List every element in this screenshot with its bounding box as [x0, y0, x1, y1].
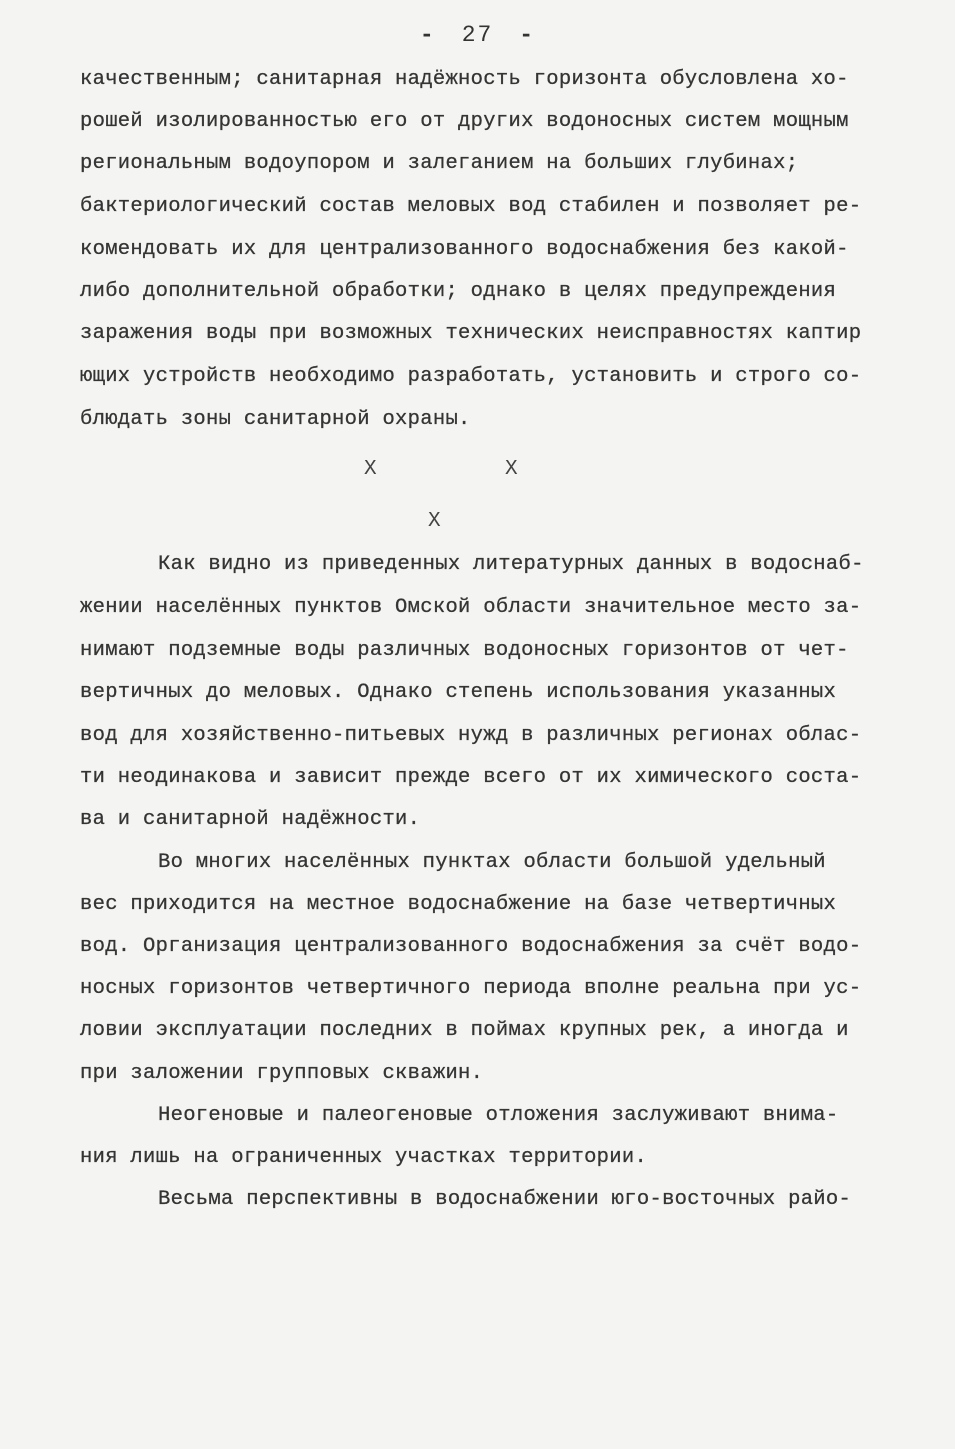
text-line: Неогеновые и палеогеновые отложения заслуживают внима-: [158, 1104, 839, 1127]
text-line: блюдать зоны санитарной охраны.: [80, 408, 471, 431]
text-line: жении населённых пунктов Омской области значительное место за-: [80, 596, 862, 619]
page-number-dash-left: -: [419, 22, 436, 48]
text-line: Во многих населённых пунктах области большой удельный: [158, 851, 826, 874]
text-line: при заложении групповых скважин.: [80, 1062, 484, 1085]
text-line: региональным водоупором и залеганием на больших глубинах;: [80, 152, 799, 175]
separator-mark: X: [428, 510, 441, 533]
separator-mark: X: [364, 458, 377, 481]
text-line: нимают подземные воды различных водоносных горизонтов от чет-: [80, 639, 849, 662]
text-line: Весьма перспективны в водоснабжении юго-восточных райо-: [158, 1188, 852, 1211]
text-line: носных горизонтов четвертичного периода вполне реальна при ус-: [80, 977, 862, 1000]
text-line: вод для хозяйственно-питьевых нужд в различных регионах облас-: [80, 724, 862, 747]
page-number-dash-right: -: [519, 22, 536, 48]
text-line: либо дополнительной обработки; однако в целях предупреждения: [80, 280, 837, 303]
page-number: [0, 22, 955, 48]
separator-mark: X: [505, 458, 518, 481]
text-line: бактериологический состав меловых вод стабилен и позволяет ре-: [80, 195, 862, 218]
text-line: вод. Организация централизованного водоснабжения за счёт водо-: [80, 935, 862, 958]
text-line: ловии эксплуатации последних в поймах крупных рек, а иногда и: [80, 1019, 849, 1042]
text-line: рошей изолированностью его от других водоносных систем мощным: [80, 110, 849, 133]
text-line: комендовать их для централизованного водоснабжения без какой-: [80, 238, 849, 261]
text-line: ти неодинакова и зависит прежде всего от их химического соста-: [80, 766, 862, 789]
text-line: ющих устройств необходимо разработать, установить и строго со-: [80, 365, 862, 388]
text-line: ния лишь на ограниченных участках территории.: [80, 1146, 648, 1169]
text-line: Как видно из приведенных литературных данных в водоснаб-: [158, 553, 864, 576]
page-number-value: 27: [461, 22, 494, 48]
text-line: заражения воды при возможных технических неисправностях каптир: [80, 322, 862, 345]
text-line: вес приходится на местное водоснабжение на базе четвертичных: [80, 893, 837, 916]
text-line: качественным; санитарная надёжность горизонта обусловлена хо-: [80, 68, 849, 91]
text-line: вертичных до меловых. Однако степень использования указанных: [80, 681, 837, 704]
text-line: ва и санитарной надёжности.: [80, 808, 421, 831]
